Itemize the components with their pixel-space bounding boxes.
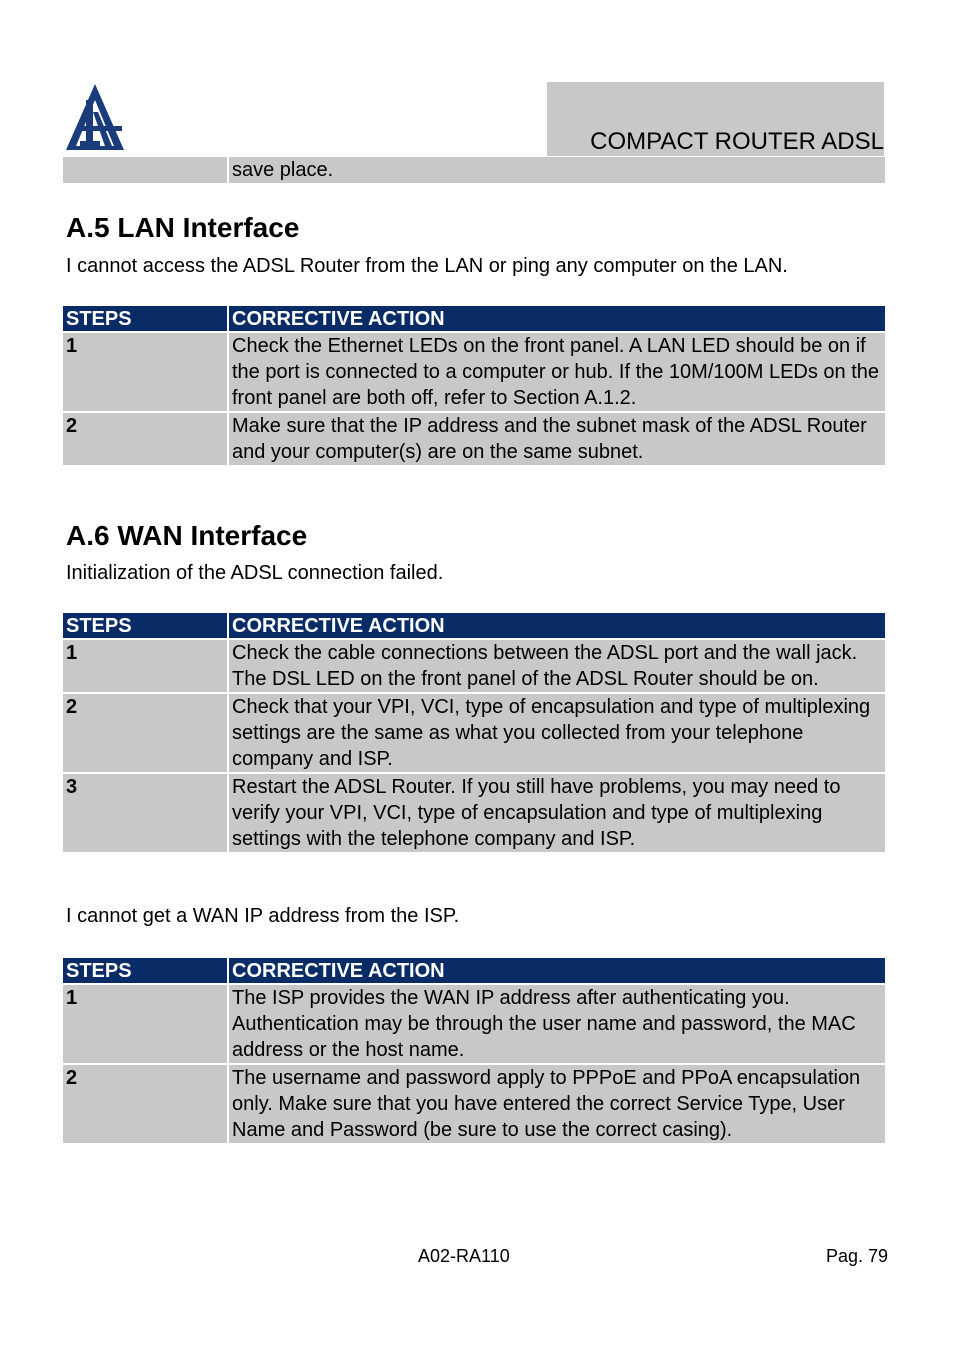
table-row xyxy=(63,774,885,852)
atlantis-triangle-logo-icon xyxy=(64,82,126,152)
table-row xyxy=(63,413,885,465)
continued-action-cell: save place. xyxy=(229,157,885,183)
document-code: A02-RA110 xyxy=(418,1246,510,1266)
table-header-row xyxy=(63,613,885,640)
step-action: The ISP provides the WAN IP address after authenticating you. Authentication may be through the user name and password, the MAC address or the host name. xyxy=(229,985,885,1065)
table-row xyxy=(63,694,885,774)
continued-step-cell xyxy=(63,157,229,183)
section-intro-lan: I cannot access the ADSL Router from the LAN or ping any computer on the LAN. xyxy=(66,255,788,277)
section-intro-wan: Initialization of the ADSL connection failed. xyxy=(66,562,444,584)
action-column-header: CORRECTIVE ACTION xyxy=(229,958,885,985)
step-action: Check that your VPI, VCI, type of encapsulation and type of multiplexing settings are the same as what you collected from your telephone company and ISP. xyxy=(229,694,885,774)
wan-steps-table xyxy=(63,613,885,852)
header-title: COMPACT ROUTER ADSL xyxy=(590,128,884,155)
step-number: 2 xyxy=(63,694,229,774)
table-row xyxy=(63,985,885,1065)
section-intro-wan-ip: I cannot get a WAN IP address from the ISP. xyxy=(66,905,460,927)
section-heading-lan: A.5 LAN Interface xyxy=(66,212,300,243)
action-column-header: CORRECTIVE ACTION xyxy=(229,613,885,640)
step-action: Check the cable connections between the ADSL port and the wall jack. The DSL LED on the front panel of the ADSL Router should be on. xyxy=(229,640,885,694)
step-action: The username and password apply to PPPoE and PPoA encapsulation only. Make sure that you have entered the correct Service Type, User Name and Password (be sure to use the correct casing). xyxy=(229,1065,885,1143)
lan-steps-table xyxy=(63,306,885,465)
steps-column-header: STEPS xyxy=(63,613,229,640)
header-title-box xyxy=(547,82,884,156)
step-number: 1 xyxy=(63,640,229,694)
section-heading-wan: A.6 WAN Interface xyxy=(66,520,308,551)
wan-ip-steps-table xyxy=(63,958,885,1143)
table-header-row xyxy=(63,306,885,333)
page-number: Pag. 79 xyxy=(825,1246,888,1266)
table-row xyxy=(63,1065,885,1143)
action-column-header: CORRECTIVE ACTION xyxy=(229,306,885,333)
continued-table-row xyxy=(63,157,885,183)
table-header-row xyxy=(63,958,885,985)
step-action: Make sure that the IP address and the subnet mask of the ADSL Router and your computer(s) are on the same subnet. xyxy=(229,413,885,465)
step-number: 3 xyxy=(63,774,229,852)
steps-column-header: STEPS xyxy=(63,958,229,985)
step-action: Check the Ethernet LEDs on the front panel. A LAN LED should be on if the port is connected to a computer or hub. If the 10M/100M LEDs on the front panel are both off, refer to Section A.1.2. xyxy=(229,333,885,413)
step-action: Restart the ADSL Router. If you still have problems, you may need to verify your VPI, VCI, type of encapsulation and type of multiplexing settings with the telephone company and ISP. xyxy=(229,774,885,852)
step-number: 1 xyxy=(63,333,229,413)
steps-column-header: STEPS xyxy=(63,306,229,333)
step-number: 1 xyxy=(63,985,229,1065)
table-row xyxy=(63,640,885,694)
table-row xyxy=(63,333,885,413)
step-number: 2 xyxy=(63,413,229,465)
step-number: 2 xyxy=(63,1065,229,1143)
